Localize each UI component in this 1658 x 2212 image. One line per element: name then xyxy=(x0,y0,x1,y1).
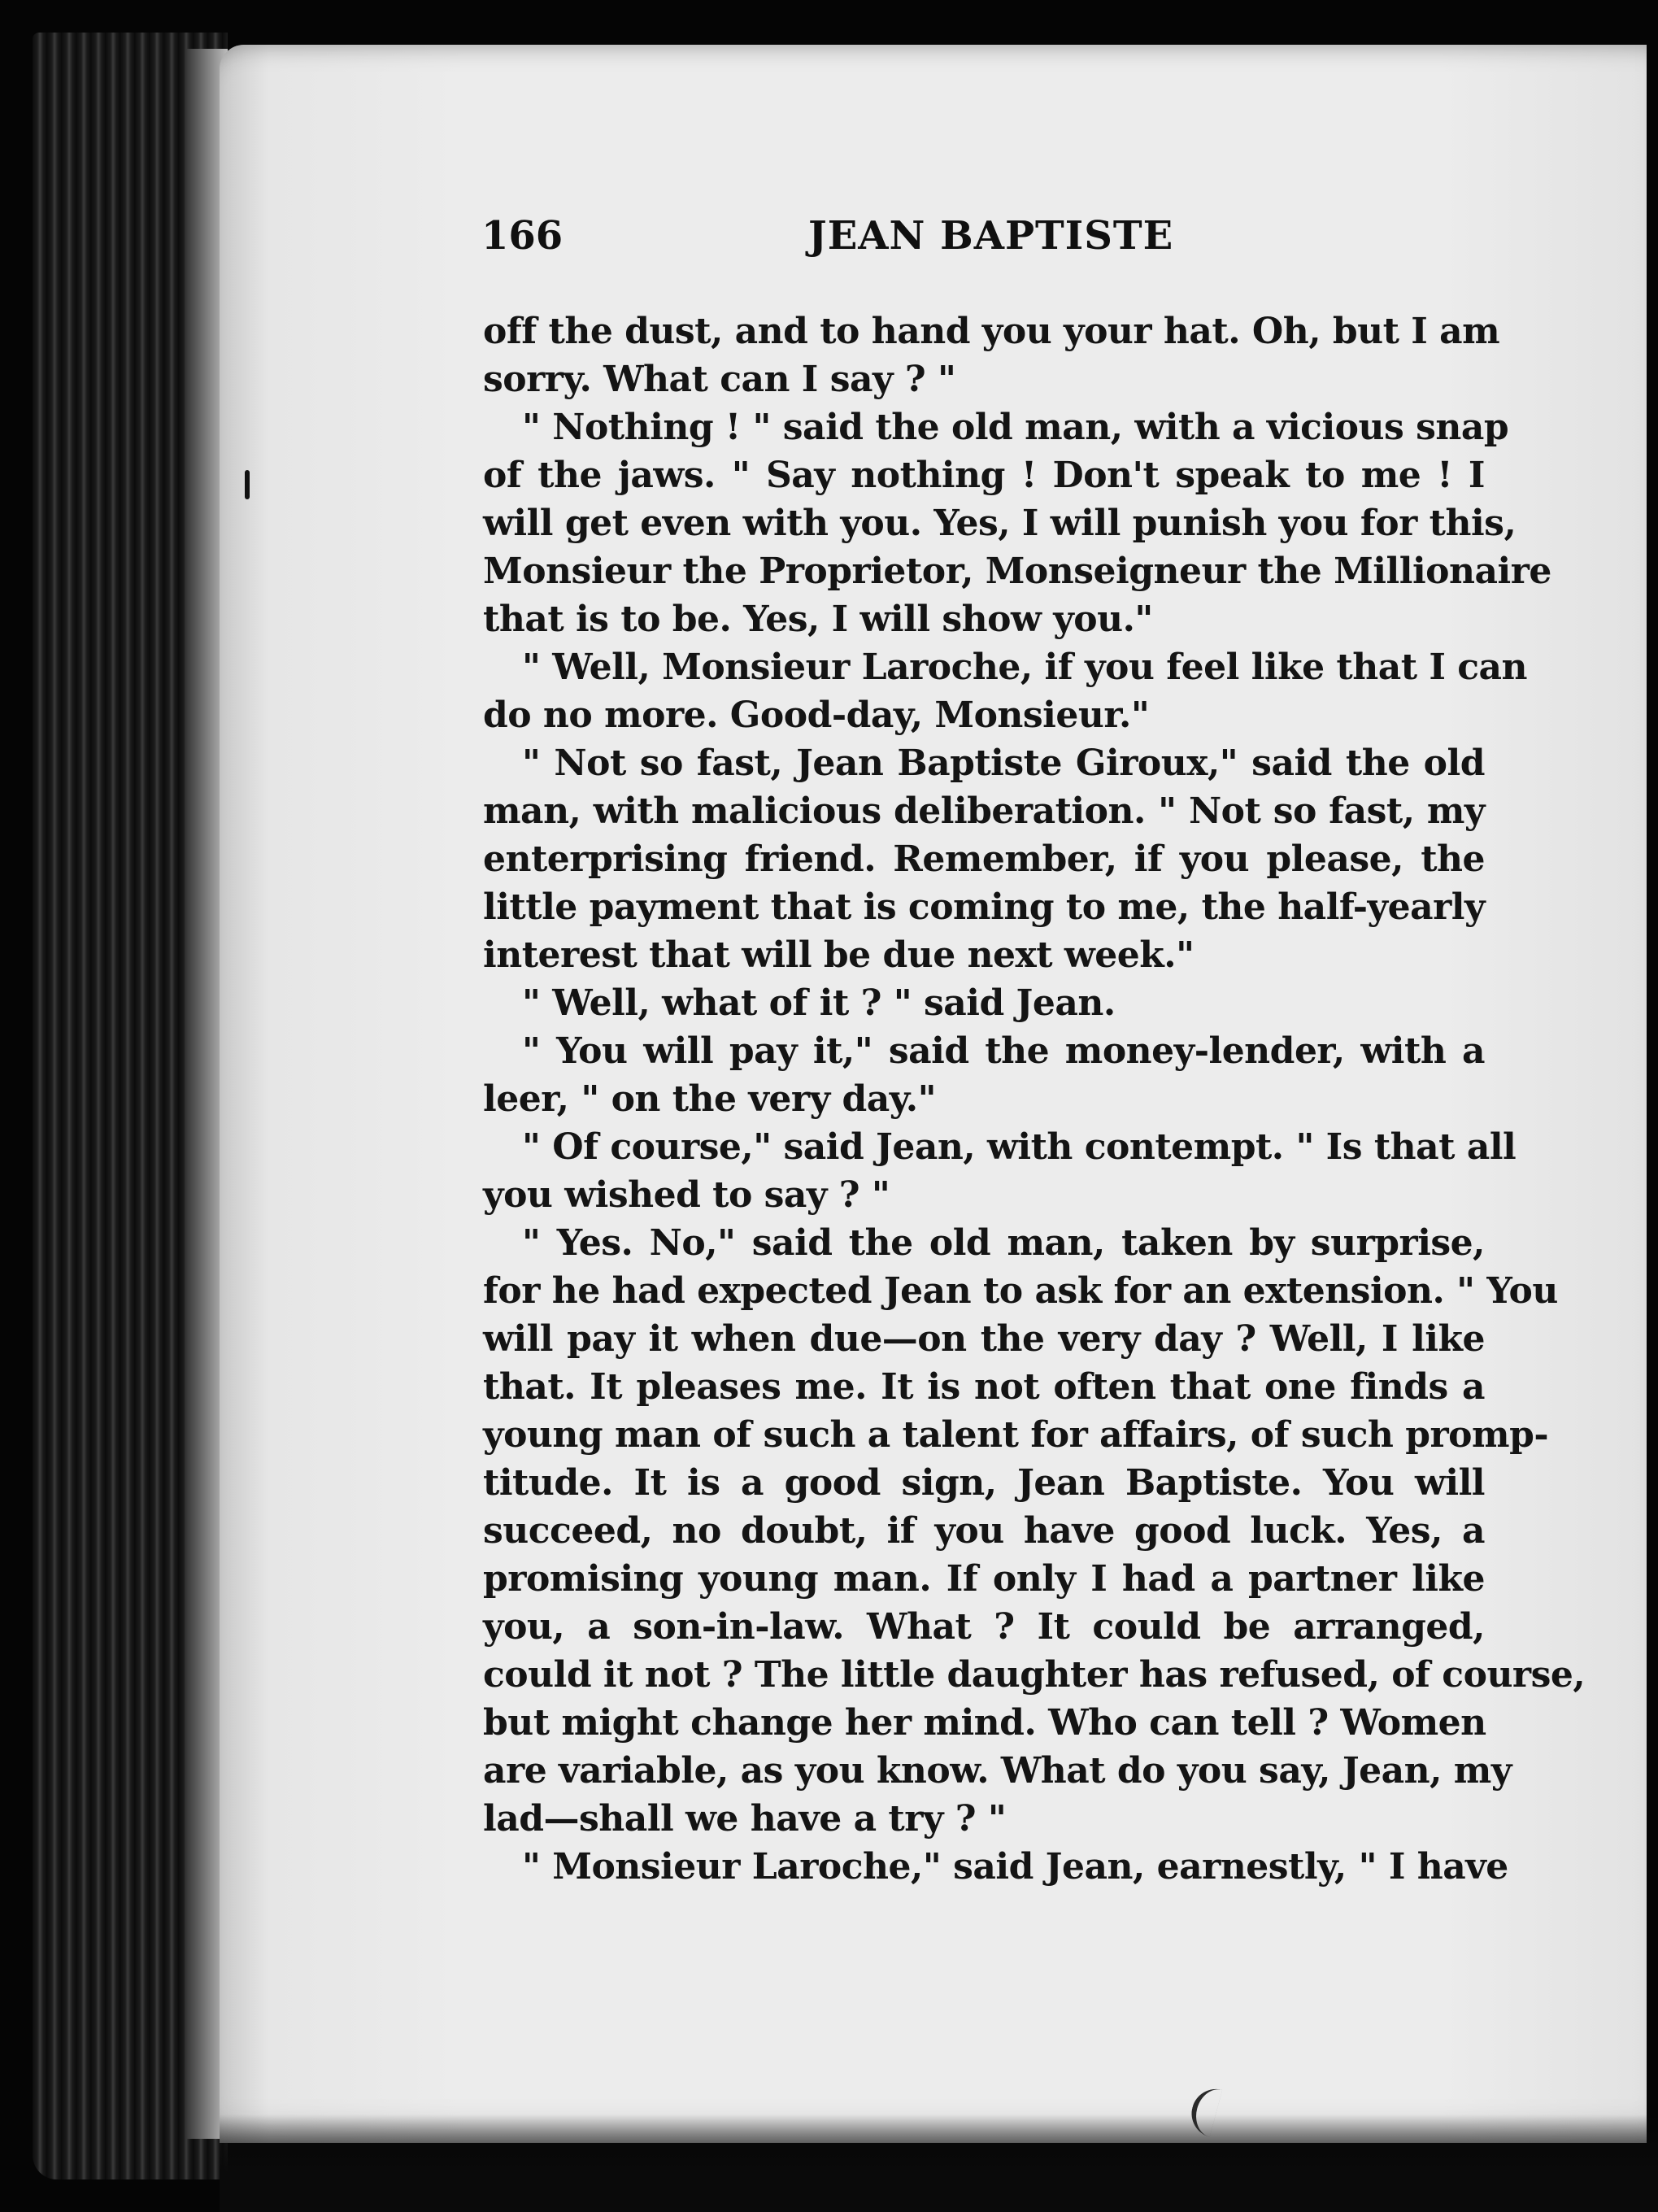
text-line: titude. It is a good sign, Jean Baptiste. You will xyxy=(483,1462,1485,1504)
text-line: will pay it when due—on the very day ? Well, I like xyxy=(483,1318,1485,1360)
running-title: JEAN BAPTISTE xyxy=(808,213,1174,259)
text-line: promising young man. If only I had a partner like xyxy=(483,1558,1485,1600)
text-line: " Yes. No," said the old man, taken by surprise, xyxy=(522,1222,1485,1264)
text-line: off the dust, and to hand you your hat. Oh, but I am xyxy=(483,311,1500,352)
text-line: of the jaws. " Say nothing ! Don't speak to me ! I xyxy=(483,455,1485,496)
margin-mark xyxy=(245,470,250,499)
page-number: 166 xyxy=(481,213,564,259)
text-line: interest that will be due next week." xyxy=(483,934,1195,976)
page-bottom-shadow xyxy=(220,2114,1658,2212)
text-line: could it not ? The little daughter has refused, of course, xyxy=(483,1654,1586,1696)
text-line: " Nothing ! " said the old man, with a vicious snap xyxy=(522,407,1509,448)
text-line: for he had expected Jean to ask for an extension. " You xyxy=(483,1270,1558,1312)
text-line: you wished to say ? " xyxy=(483,1174,890,1216)
text-line: man, with malicious deliberation. " Not so fast, my xyxy=(483,790,1485,832)
text-line: are variable, as you know. What do you say, Jean, my xyxy=(483,1750,1512,1792)
text-line: succeed, no doubt, if you have good luck. Yes, a xyxy=(483,1510,1485,1552)
text-line: you, a son-in-law. What ? It could be arranged, xyxy=(483,1606,1485,1648)
text-line: that is to be. Yes, I will show you." xyxy=(483,599,1153,640)
text-line: little payment that is coming to me, the half-yearly xyxy=(483,886,1486,928)
text-line: lad—shall we have a try ? " xyxy=(483,1798,1007,1840)
text-line: " Not so fast, Jean Baptiste Giroux," said the old xyxy=(522,742,1485,784)
text-line: " Well, what of it ? " said Jean. xyxy=(522,982,1116,1024)
body-text xyxy=(483,307,1586,1891)
text-line: " You will pay it," said the money-lender, with a xyxy=(522,1030,1485,1072)
text-line: do no more. Good-day, Monsieur." xyxy=(483,695,1150,736)
text-line: Monsieur the Proprietor, Monseigneur the Millionaire xyxy=(483,551,1551,592)
text-line: young man of such a talent for affairs, of such promp- xyxy=(483,1414,1549,1456)
text-line: sorry. What can I say ? " xyxy=(483,359,956,400)
text-line: enterprising friend. Remember, if you please, the xyxy=(483,838,1485,880)
text-line: " Of course," said Jean, with contempt. " Is that all xyxy=(522,1126,1517,1168)
page-header xyxy=(481,213,1490,270)
text-line: will get even with you. Yes, I will punish you for this, xyxy=(483,503,1517,544)
text-line: " Well, Monsieur Laroche, if you feel like that I can xyxy=(522,647,1528,688)
text-line: that. It pleases me. It is not often that one finds a xyxy=(483,1366,1485,1408)
text-line: leer, " on the very day." xyxy=(483,1078,937,1120)
text-line: " Monsieur Laroche," said Jean, earnestly, " I have xyxy=(522,1846,1508,1888)
text-line: but might change her mind. Who can tell ? Women xyxy=(483,1702,1486,1744)
